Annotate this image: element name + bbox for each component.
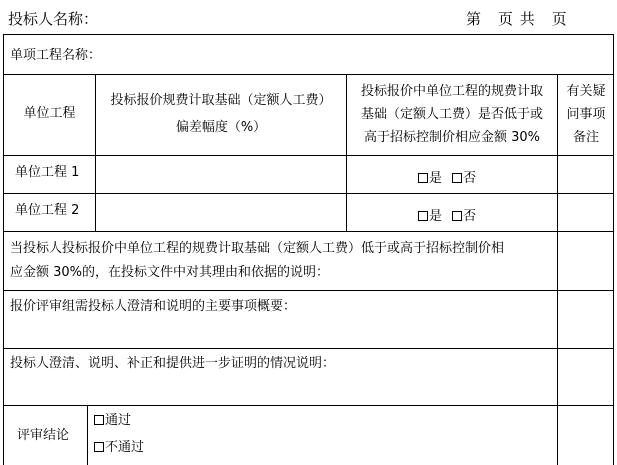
fail-checkbox[interactable]	[94, 442, 104, 452]
no-label: 否	[463, 171, 477, 186]
no-label: 否	[463, 209, 477, 224]
row-unit-1: 单位工程 1	[15, 165, 80, 180]
fail-label: 不通过	[105, 440, 145, 455]
col-header-deviation-line2: 偏差幅度（%）	[175, 120, 267, 135]
col-header-notes-line1: 有关疑	[566, 84, 606, 99]
no-checkbox[interactable]	[452, 173, 462, 183]
explanation-text	[10, 237, 556, 285]
yes-checkbox[interactable]	[418, 211, 428, 221]
bidder-statement-label: 投标人澄清、说明、补正和提供进一步证明的情况说明：	[10, 356, 336, 371]
conclusion-label: 评审结论	[17, 428, 70, 443]
row-1-options	[418, 170, 476, 188]
col-header-compare-line3: 高于招标控制价相应金额 30%	[363, 130, 541, 145]
conclusion-pass-option	[94, 412, 131, 430]
no-checkbox[interactable]	[452, 211, 462, 221]
col-header-compare-line2: 基础（定额人工费）是否低于或	[360, 107, 543, 122]
col-header-deviation	[96, 92, 346, 137]
col-header-deviation-line1: 投标报价规费计取基础（定额人工费）	[110, 93, 332, 108]
col-header-notes	[558, 80, 614, 149]
clarification-summary-label: 报价评审组需投标人澄清和说明的主要事项概要：	[10, 299, 297, 314]
col-header-notes-line3: 备注	[572, 130, 599, 145]
row-divider	[3, 405, 614, 406]
page-header	[0, 0, 617, 34]
yes-label: 是	[429, 171, 443, 186]
col-divider	[87, 405, 88, 465]
col-header-compare-line1: 投标报价中单位工程的规费计取	[360, 84, 543, 99]
pass-label: 通过	[105, 413, 132, 428]
pass-checkbox[interactable]	[94, 415, 104, 425]
col-header-unit: 单位工程	[23, 106, 76, 121]
row-divider	[3, 348, 614, 349]
yes-label: 是	[429, 209, 443, 224]
row-divider	[3, 231, 614, 232]
explanation-line1: 当投标人投标报价中单位工程的规费计取基础（定额人工费）低于或高于招标控制价相	[10, 241, 505, 256]
row-2-options	[418, 208, 476, 226]
yes-checkbox[interactable]	[418, 173, 428, 183]
row-divider	[3, 290, 614, 291]
page-info: 第 页 共 页	[466, 10, 568, 28]
col-header-compare	[347, 80, 557, 149]
project-name-label: 单项工程名称：	[10, 48, 102, 63]
row-unit-2: 单位工程 2	[15, 203, 80, 218]
col-header-notes-line2: 问事项	[566, 107, 606, 122]
explanation-line2: 应金额 30%的，在投标文件中对其理由和依据的说明：	[10, 265, 330, 280]
bidder-name-label: 投标人名称：	[8, 10, 99, 28]
conclusion-fail-option	[94, 439, 144, 457]
